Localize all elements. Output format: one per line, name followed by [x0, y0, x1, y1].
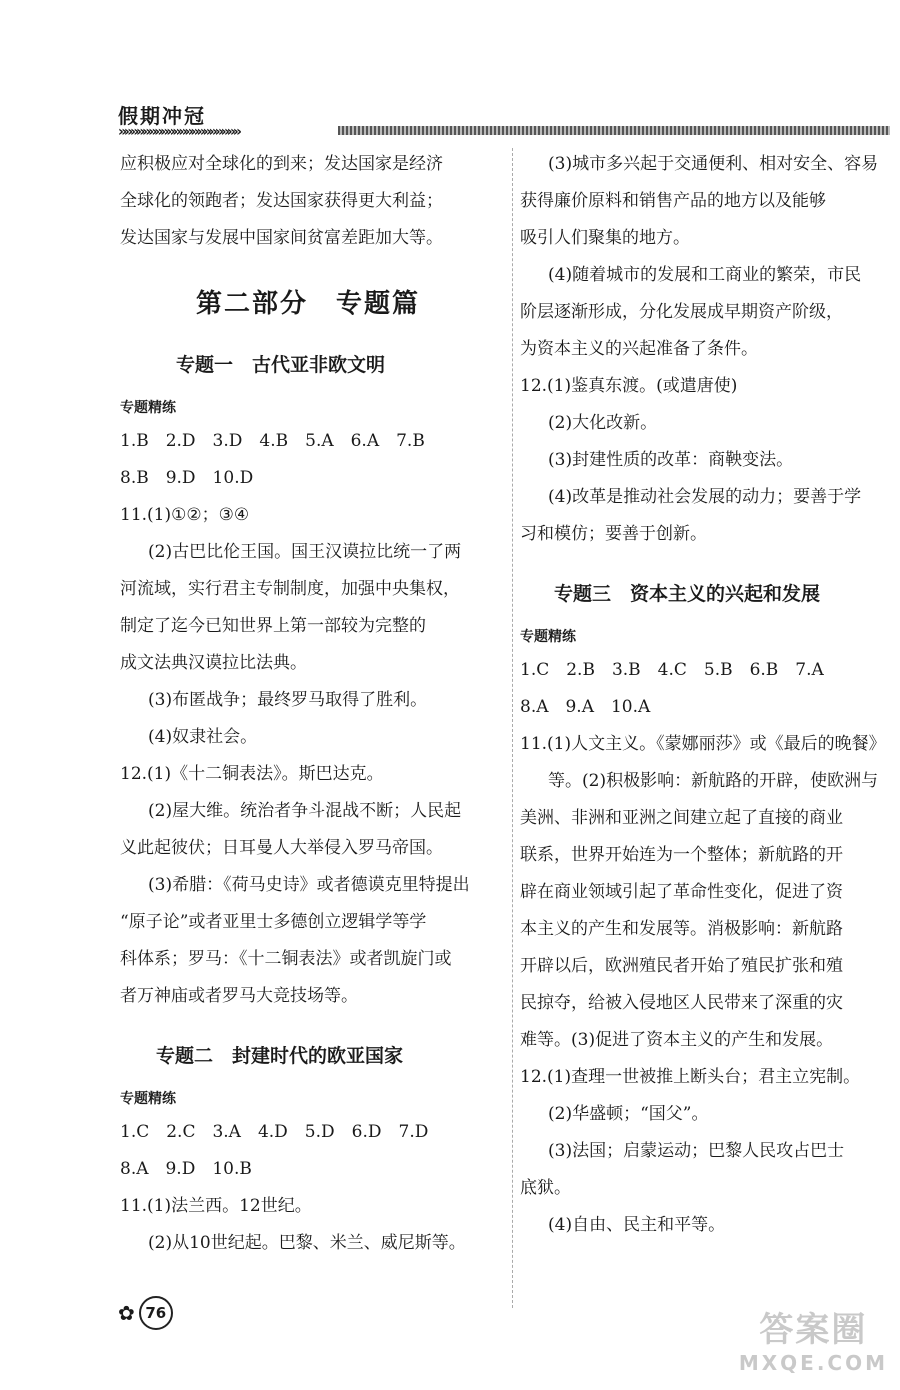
topic-two-continued-answers	[520, 146, 892, 553]
topic-one-title: 专题一 古代亚非欧文明	[176, 354, 386, 376]
text-line: 获得廉价原料和销售产品的地方以及能够	[520, 191, 826, 211]
topic-three-answers	[520, 652, 892, 1244]
text-line: 发达国家与发展中国家间贫富差距加大等。	[120, 228, 443, 248]
text-line: (2)屋大维。统治者争斗混战不断；人民起	[148, 801, 462, 821]
text-line: 1.C 2.B 3.B 4.C 5.B 6.B 7.A	[520, 660, 824, 680]
header-rule	[338, 126, 890, 135]
text-line: 开辟以后，欧洲殖民者开始了殖民扩张和殖	[520, 956, 843, 976]
text-line: 12.(1)鉴真东渡。(或遣唐使)	[520, 376, 738, 396]
page-header	[118, 96, 890, 146]
text-line: (2)大化改新。	[548, 413, 658, 433]
text-line: (3)法国；启蒙运动；巴黎人民攻占巴士	[548, 1141, 845, 1161]
text-line: 1.B 2.D 3.D 4.B 5.A 6.A 7.B	[120, 431, 425, 451]
topic-three-title: 专题三 资本主义的兴起和发展	[554, 583, 821, 605]
topic-one-answers	[120, 423, 496, 1015]
text-line: 美洲、非洲和亚洲之间建立起了直接的商业	[520, 808, 843, 828]
text-line: 联系，世界开始连为一个整体；新航路的开	[520, 845, 843, 865]
text-line: 1.C 2.C 3.A 4.D 5.D 6.D 7.D	[120, 1122, 429, 1142]
text-line: 12.(1)《十二铜表法》。斯巴达克。	[120, 764, 384, 784]
text-line: 习和模仿；要善于创新。	[520, 524, 707, 544]
text-line: 为资本主义的兴起准备了条件。	[520, 339, 758, 359]
text-line: (3)布匿战争；最终罗马取得了胜利。	[148, 690, 428, 710]
left-column	[120, 146, 496, 1262]
topic-three-subheading: 专题精练	[520, 629, 576, 645]
text-line: 制定了迄今已知世界上第一部较为完整的	[120, 616, 426, 636]
text-line: 12.(1)查理一世被推上断头台；君主立宪制。	[520, 1067, 861, 1087]
page-number: 76	[139, 1296, 173, 1330]
part-title: 第二部分 专题篇	[195, 289, 420, 319]
text-line: 义此起彼伏；日耳曼人大举侵入罗马帝国。	[120, 838, 443, 858]
text-line: 者万神庙或者罗马大竞技场等。	[120, 986, 358, 1006]
mascot-icon: ✿	[118, 1301, 135, 1325]
text-line: 阶层逐渐形成，分化发展成早期资产阶级，	[520, 302, 843, 322]
text-line: 全球化的领跑者；发达国家获得更大利益；	[120, 191, 443, 211]
text-line: (2)古巴比伦王国。国王汉谟拉比统一了两	[148, 542, 462, 562]
page-number-badge	[118, 1296, 173, 1330]
topic-two-answers	[120, 1114, 496, 1262]
text-line: “原子论”或者亚里士多德创立逻辑学等学	[120, 912, 427, 932]
text-line: 8.A 9.D 10.B	[120, 1159, 252, 1179]
text-line: 本主义的产生和发展等。消极影响：新航路	[520, 919, 843, 939]
text-line: 科体系；罗马：《十二铜表法》或者凯旋门或	[120, 949, 452, 969]
text-line: 11.(1)人文主义。《蒙娜丽莎》或《最后的晚餐》	[520, 734, 886, 754]
text-line: 河流域，实行君主专制制度，加强中央集权，	[120, 579, 460, 599]
text-line: 等。(2)积极影响：新航路的开辟，使欧洲与	[548, 771, 879, 791]
brand-title: 假期冲冠	[118, 104, 206, 128]
watermark	[739, 1302, 888, 1375]
text-line: (4)奴隶社会。	[148, 727, 258, 747]
intro-paragraph	[120, 146, 496, 257]
text-line: 底狱。	[520, 1178, 571, 1198]
topic-two-title: 专题二 封建时代的欧亚国家	[156, 1045, 404, 1067]
topic-two-subheading: 专题精练	[120, 1091, 176, 1107]
text-line: 11.(1)①②；③④	[120, 505, 250, 525]
text-line: (4)随着城市的发展和工商业的繁荣，市民	[548, 265, 862, 285]
text-line: (4)改革是推动社会发展的动力；要善于学	[548, 487, 862, 507]
topic-one-subheading: 专题精练	[120, 400, 176, 416]
text-line: 辟在商业领域引起了革命性变化，促进了资	[520, 882, 843, 902]
text-line: 吸引人们聚集的地方。	[520, 228, 690, 248]
chevron-decoration-icon: »»»»»»»»»»»»»»»»»»»»	[118, 124, 239, 140]
text-line: 应积极应对全球化的到来；发达国家是经济	[120, 154, 443, 174]
text-line: 难等。(3)促进了资本主义的产生和发展。	[520, 1030, 834, 1050]
text-line: (2)华盛顿；“国父”。	[548, 1104, 709, 1124]
text-line: 成文法典汉谟拉比法典。	[120, 653, 307, 673]
text-line: 8.B 9.D 10.D	[120, 468, 254, 488]
text-line: (2)从10世纪起。巴黎、米兰、威尼斯等。	[148, 1233, 466, 1253]
text-line: 11.(1)法兰西。12世纪。	[120, 1196, 312, 1216]
text-line: 民掠夺，给被入侵地区人民带来了深重的灾	[520, 993, 843, 1013]
text-line: (3)城市多兴起于交通便利、相对安全、容易	[548, 154, 879, 174]
text-line: (3)希腊：《荷马史诗》或者德谟克里特提出	[148, 875, 470, 895]
text-line: (3)封建性质的改革：商鞅变法。	[548, 450, 794, 470]
watermark-logo: 答案圈	[759, 1310, 868, 1350]
right-column	[520, 146, 892, 1244]
text-line: 8.A 9.A 10.A	[520, 697, 651, 717]
watermark-url: MXQE.COM	[738, 1351, 888, 1375]
column-divider	[512, 148, 513, 1308]
text-line: (4)自由、民主和平等。	[548, 1215, 726, 1235]
